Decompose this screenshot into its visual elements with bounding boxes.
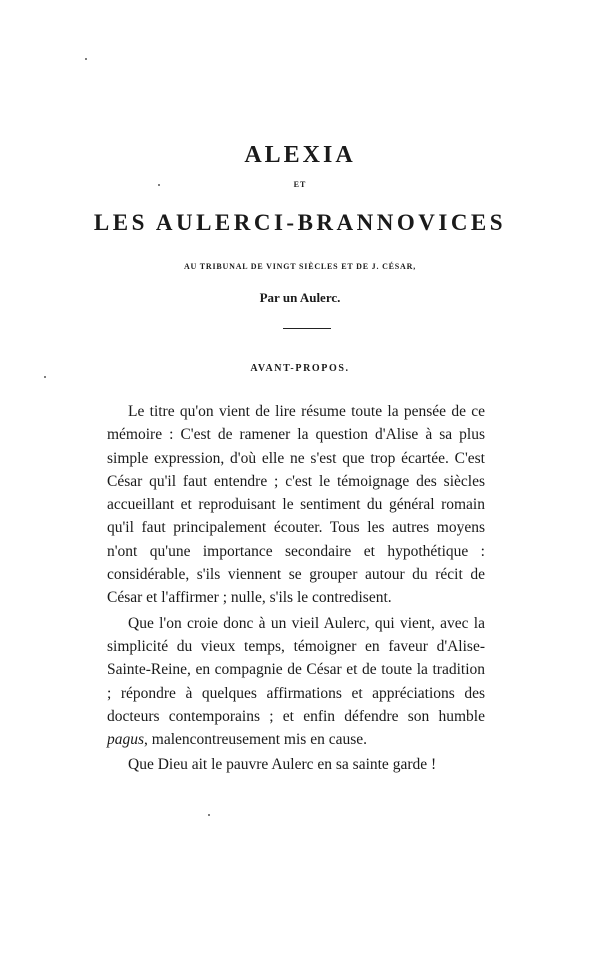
author-line: Par un Aulerc.: [259, 290, 341, 305]
paragraph-italic: pagus: [107, 731, 145, 749]
tribunal-line: AU TRIBUNAL DE VINGT SIÈCLES ET DE J. CÉSAR,: [183, 262, 416, 271]
title-conjunction: ET: [293, 180, 307, 189]
paragraph: [107, 400, 485, 610]
section-title: AVANT-PROPOS.: [250, 363, 350, 374]
body-text: [107, 400, 485, 777]
page-subtitle: LES AULERCI-BRANNOVICES: [93, 210, 507, 235]
title-divider: [283, 328, 331, 329]
paragraph-text: Le titre qu'on vient de lire résume toute la pensée de ce mémoire : C'est de ramener la question d'Alise à sa plus simple expression, d'où elle ne s'est que trop écartée. C'est César qu'il faut entendre ; c'est le témoignage des siècles accueillant et reproduisant le sentiment du général romain qu'il faut principalement écouter. Tous les autres moyens n'ont qu'une importance secondaire et hypothétique : considérable, s'ils viennent se grouper autour du récit de César et l'affirmer ; nulle, s'ils le contredisent.: [107, 403, 485, 607]
paragraph: [107, 612, 485, 752]
paper-speck: [44, 376, 46, 378]
paragraph: [107, 753, 485, 776]
paragraph-text: Que Dieu ait le pauvre Aulerc en sa sainte garde !: [128, 756, 437, 774]
paper-speck: [208, 814, 210, 816]
paragraph-text: , malencontreusement mis en cause.: [144, 731, 367, 749]
paragraph-text: Que l'on croie donc à un vieil Aulerc, qui vient, avec la simplicité du vieux temps, témoigner en faveur d'Alise-Sainte-Reine, en compagnie de César et de toute la tradition ; répondre à quelques affirmations et appréciations des docteurs contemporains ; et enfin défendre son humble: [107, 614, 485, 725]
paper-speck: [85, 58, 87, 60]
page-title: ALEXIA: [244, 142, 356, 168]
paper-speck: [158, 184, 160, 186]
